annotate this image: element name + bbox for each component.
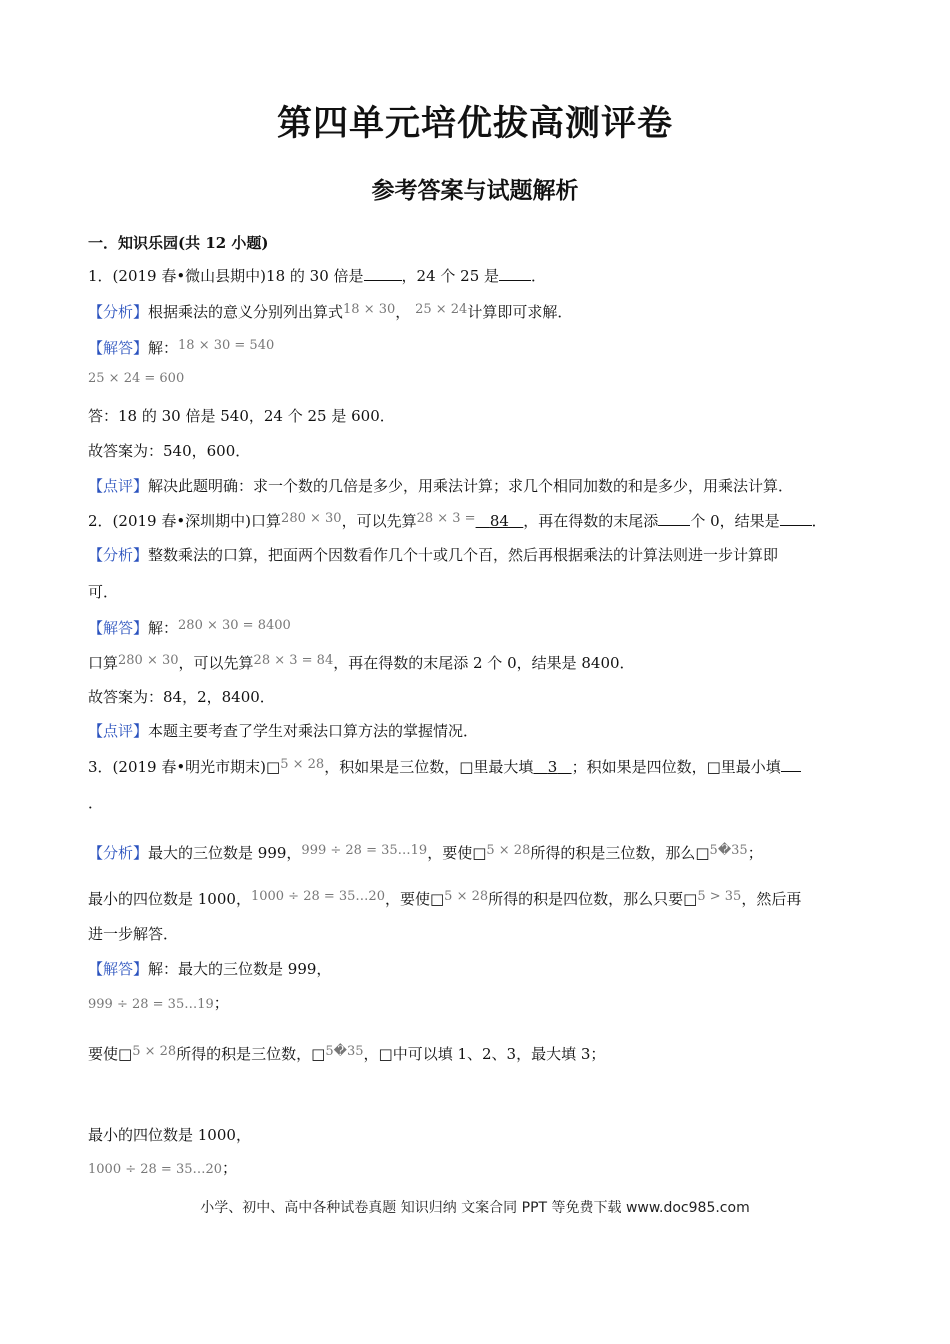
formula: 280 × 30 <box>281 511 342 526</box>
q1-final: 故答案为：540，600． <box>88 442 251 460</box>
q3-analysis-2: 最小的四位数是 1000，1000 ÷ 28 = 35…20，要使□5 × 28所得的积是四位数，那么只要□5 > 35，然后再 <box>88 889 802 908</box>
answer-blank <box>364 265 402 281</box>
answer-tag: 【解答】 <box>88 339 149 357</box>
page-title: 第四单元培优拔高测评卷 <box>276 103 673 144</box>
answer-blank <box>780 510 812 526</box>
q1-formula-line <box>88 366 184 390</box>
section-heading: 一．知识乐园(共 12 小题) <box>88 234 269 252</box>
analysis-tag: 【分析】 <box>88 303 149 321</box>
formula: 280 × 30 <box>118 653 179 668</box>
formula: 5 × 28 <box>444 889 489 904</box>
page-subtitle: 参考答案与试题解析 <box>371 177 579 204</box>
answer-blank <box>499 265 531 281</box>
q1-analysis: 【分析】根据乘法的意义分别列出算式18 × 30， 25 × 24计算即可求解． <box>88 302 573 321</box>
q2-explain: 口算280 × 30，可以先算28 × 3 = 84，再在得数的末尾添 2 个 0，结果是 8400． <box>88 653 635 672</box>
q1-stem: 1．(2019 春•微山县期中)18 的 30 倍是 ，24 个 25 是 ． <box>88 267 547 285</box>
formula: 28 × 3 = <box>416 511 476 526</box>
formula: 5 > 35 <box>697 889 742 904</box>
formula: 18 × 30 <box>343 302 396 317</box>
q3-explain-1: 要使□5 × 28所得的积是三位数，□5�35，□中可以填 1、2、3，最大填 3； <box>88 1044 606 1063</box>
q1-answer: 【解答】解：18 × 30 = 540 <box>88 338 275 357</box>
filled-answer: 3 <box>547 758 558 776</box>
comment-tag: 【点评】 <box>88 477 149 495</box>
formula: 280 × 30 = 8400 <box>178 618 291 633</box>
answer-blank <box>658 510 690 526</box>
formula: 25 × 24 <box>415 302 468 317</box>
comment-tag: 【点评】 <box>88 722 149 740</box>
footer-banner: 小学、初中、高中各种试卷真题 知识归纳 文案合同 PPT 等免费下载 www.doc985.com <box>200 1200 750 1216</box>
q2-analysis-2: 可． <box>88 583 119 601</box>
q2-analysis-1: 【分析】整数乘法的口算，把面两个因数看作几个十或几个百，然后再根据乘法的计算法则进一步计算即 <box>88 546 779 564</box>
q2-final: 故答案为：84，2，8400． <box>88 688 275 706</box>
q3-analysis-1: 【分析】最大的三位数是 999，999 ÷ 28 = 35…19，要使□5 × 28所得的积是三位数，那么□5�35； <box>88 843 763 862</box>
q3-formula-line-2: 1000 ÷ 28 = 35…20； <box>88 1159 238 1177</box>
formula: 999 ÷ 28 = 35…19 <box>88 997 214 1012</box>
filled-answer: 84 <box>489 512 509 530</box>
q1-comment: 【点评】解决此题明确：求一个数的几倍是多少，用乘法计算；求几个相同加数的和是多少，用乘法计算． <box>88 477 794 495</box>
answer-blank <box>781 756 801 772</box>
formula: 28 × 3 = 84 <box>253 653 334 668</box>
formula: 1000 ÷ 28 = 35…20 <box>250 889 385 904</box>
answer-tag: 【解答】 <box>88 619 149 637</box>
analysis-tag: 【分析】 <box>88 546 149 564</box>
q3-stem: 3．(2019 春•明光市期末)□5 × 28，积如果是三位数，□里最大填 3 ；积如果是四位数，□里最小填 <box>88 756 801 780</box>
q2-stem: 2．(2019 春•深圳期中)口算280 × 30，可以先算28 × 3 = 84 ，再在得数的末尾添 个 0，结果是 ． <box>88 511 827 530</box>
formula: 5 × 28 <box>486 843 531 858</box>
formula: 5 × 28 <box>280 757 325 772</box>
formula: 25 × 24 = 600 <box>88 371 185 386</box>
formula: 1000 ÷ 28 = 35…20 <box>88 1162 223 1177</box>
q2-answer: 【解答】解：280 × 30 = 8400 <box>88 618 291 637</box>
q1-reply: 答：18 的 30 倍是 540，24 个 25 是 600． <box>88 407 395 425</box>
analysis-tag: 【分析】 <box>88 844 149 862</box>
formula: 5 × 28 <box>132 1044 177 1059</box>
q3-formula-line: 999 ÷ 28 = 35…19； <box>88 994 229 1012</box>
q3-analysis-3: 进一步解答． <box>88 925 179 943</box>
formula: 999 ÷ 28 = 35…19 <box>301 843 428 858</box>
q3-explain-2: 最小的四位数是 1000， <box>88 1126 251 1144</box>
q3-answer: 【解答】解：最大的三位数是 999， <box>88 960 332 978</box>
formula: 18 × 30 = 540 <box>178 338 275 353</box>
q2-comment: 【点评】本题主要考查了学生对乘法口算方法的掌握情况． <box>88 722 479 740</box>
answer-tag: 【解答】 <box>88 960 149 978</box>
formula: 5�35 <box>709 843 748 858</box>
q3-stem-end: ． <box>88 794 104 812</box>
formula: 5�35 <box>325 1044 364 1059</box>
